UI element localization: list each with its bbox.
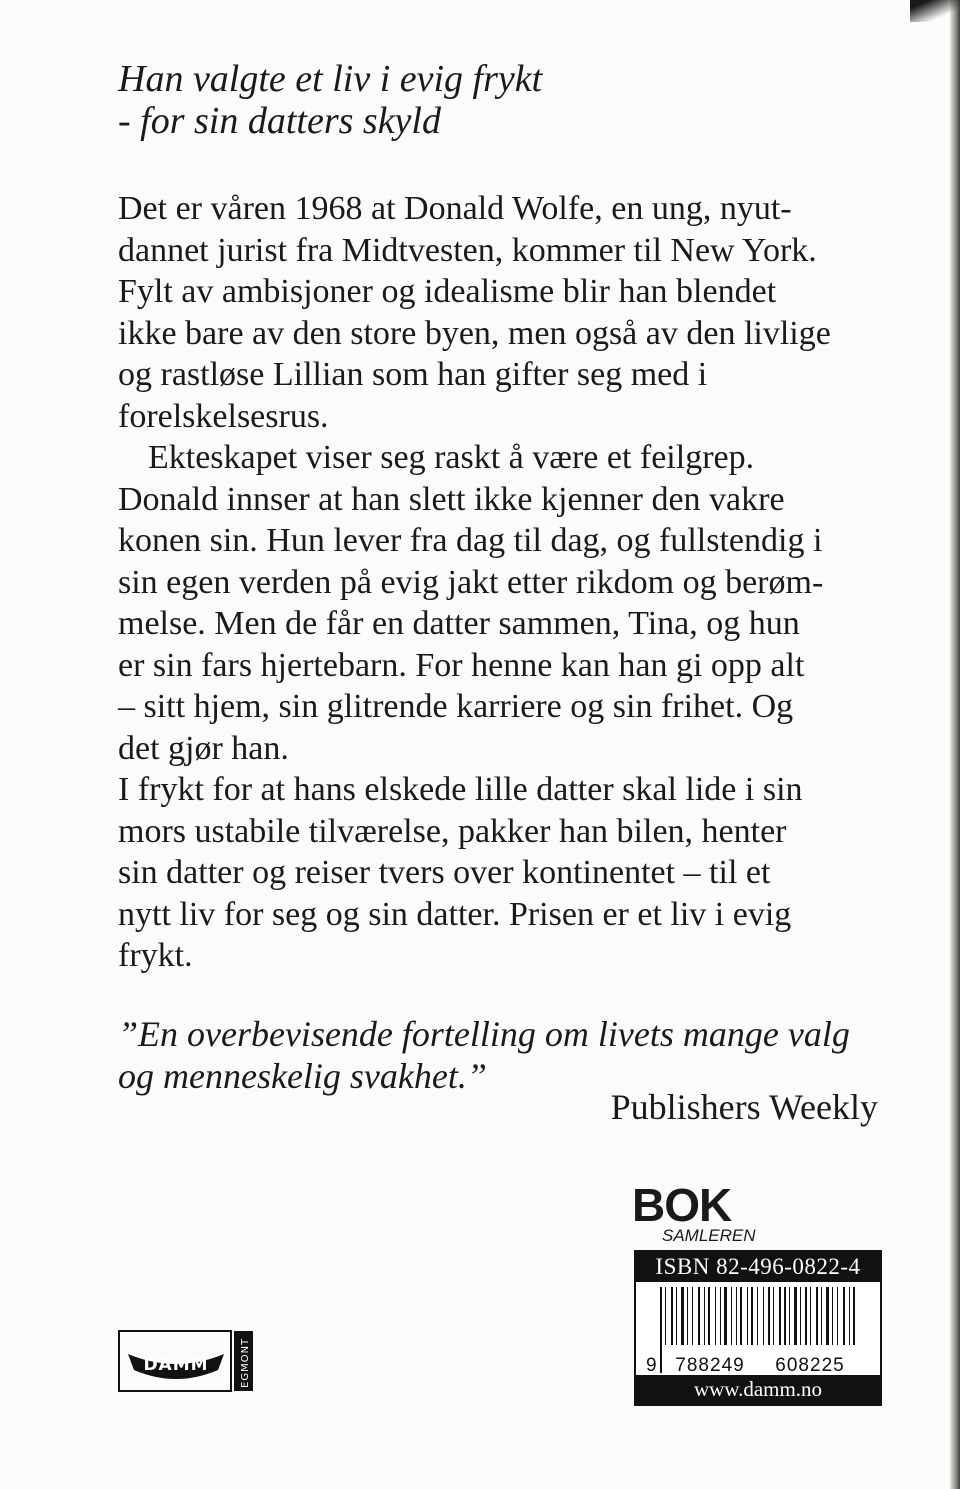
barcode-digits-right: 608225 [775, 1355, 845, 1375]
tagline-line-2: - for sin datters skyld [118, 100, 441, 142]
blurb-line: I frykt for at hans elskede lille datter skal lide i sin [118, 771, 803, 808]
damm-egmont-logo [118, 1330, 254, 1392]
bok-logo-subtitle: SAMLEREN [662, 1226, 756, 1245]
blurb-line: er sin fars hjertebarn. For henne kan han gi opp alt [118, 646, 805, 684]
barcode-lead-digit: 9 [646, 1355, 657, 1375]
isbn-barcode-block [634, 1250, 882, 1406]
quote-line-1: ”En overbevisende fortelling om livets mange valg [118, 1014, 850, 1054]
isbn-label: ISBN 82-496-0822-4 [636, 1252, 880, 1282]
blurb-line: nytt liv for seg og sin datter. Prisen er et liv i evig [118, 895, 792, 933]
tagline [118, 58, 878, 142]
blurb-line: mors ustabile tilværelse, pakker han bilen, henter [118, 812, 787, 850]
blurb-text [118, 188, 878, 977]
blurb-line: konen sin. Hun lever fra dag til dag, og fullstendig i [118, 522, 823, 559]
bok-logo-title: BOK [632, 1179, 732, 1231]
spine-corner-shadow [910, 0, 960, 22]
blurb-line: Donald innser at han slett ikke kjenner den vakre [118, 480, 785, 518]
egmont-logo-text: EGMONT [240, 1337, 251, 1388]
blurb-line: og rastløse Lillian som han gifter seg med i [118, 356, 708, 393]
barcode-icon [636, 1285, 880, 1375]
blurb-line: forelskelsesrus. [118, 397, 329, 435]
blurb-line: frykt. [118, 937, 193, 974]
damm-logo-text: DAMM [143, 1355, 209, 1375]
barcode-digits-left: 788249 [675, 1355, 745, 1375]
bok-samleren-logo [632, 1179, 756, 1245]
publisher-url: www.damm.no [636, 1375, 880, 1404]
blurb-line: melse. Men de får en datter sammen, Tina, og hun [118, 605, 800, 642]
spine-edge [950, 0, 960, 1489]
blurb-line: Ekteskapet viser seg raskt å være et feilgrep. [148, 439, 755, 476]
quote-line-2: og menneskelig svakhet.” [118, 1056, 487, 1096]
blurb-line: Fylt av ambisjoner og idealisme blir han blendet [118, 273, 777, 310]
blurb-line: det gjør han. [118, 729, 289, 767]
tagline-line-1: Han valgte et liv i evig frykt [118, 58, 543, 100]
blurb-line: – sitt hjem, sin glitrende karriere og sin frihet. Og [118, 688, 794, 725]
blurb-line: Det er våren 1968 at Donald Wolfe, en ung, nyut- [118, 190, 792, 227]
review-quote [118, 1013, 878, 1097]
quote-source: Publishers Weekly [610, 1087, 878, 1127]
blurb-line: sin datter og reiser tvers over kontinentet – til et [118, 854, 771, 891]
blurb-line: sin egen verden på evig jakt etter rikdom og berøm- [118, 563, 824, 601]
blurb-line: dannet jurist fra Midtvesten, kommer til New York. [118, 231, 817, 269]
blurb-line: ikke bare av den store byen, men også av den livlige [118, 314, 831, 352]
